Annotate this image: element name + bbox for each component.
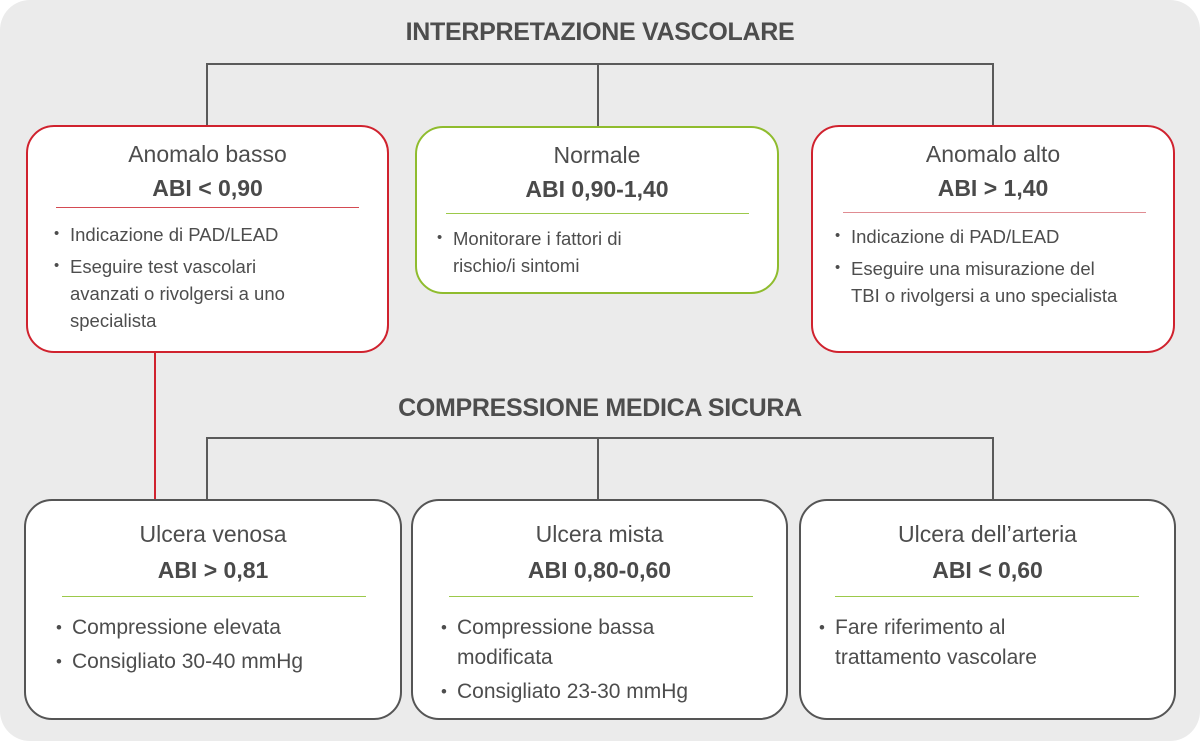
connector-to-low	[206, 63, 208, 125]
box-mixed-ulcer	[411, 499, 788, 720]
bullet-item: • Compressione elevata	[56, 613, 386, 643]
bullet-list	[56, 613, 386, 681]
abi-value: ABI 0,80-0,60	[527, 557, 672, 583]
box-title: Anomalo alto	[925, 141, 1061, 167]
connector-horizontal-bottom	[207, 437, 994, 439]
connector-to-venous	[206, 437, 208, 500]
bullet-list	[835, 223, 1155, 314]
abi-value: ABI > 1,40	[937, 175, 1049, 201]
abi-value: ABI < 0,60	[932, 557, 1043, 583]
box-title: Ulcera venosa	[139, 521, 287, 547]
box-divider	[835, 596, 1139, 597]
connector-to-mixed	[597, 437, 599, 500]
bullet-item: • Compressione bassa modificata	[441, 613, 697, 673]
abi-value: ABI 0,90-1,40	[525, 176, 669, 202]
bullet-item: • Monitorare i fattori di rischio/i sintomi	[437, 225, 677, 279]
box-title: Anomalo basso	[128, 141, 287, 167]
bullet-item: • Fare riferimento al trattamento vascolare	[819, 613, 1065, 673]
bullet-item: • Eseguire test vascolari avanzati o rivolgersi a uno specialista	[54, 253, 320, 334]
bullet-list	[441, 613, 761, 711]
bullet-item: • Indicazione di PAD/LEAD	[54, 221, 374, 248]
connector-to-high	[992, 63, 994, 125]
bullet-item: • Consigliato 30-40 mmHg	[56, 647, 386, 677]
abi-value: ABI < 0,90	[152, 175, 263, 201]
bullet-item: • Consigliato 23-30 mmHg	[441, 677, 761, 707]
connector-to-normal	[597, 63, 599, 126]
bullet-list	[54, 221, 374, 339]
box-title: Ulcera dell’arteria	[898, 521, 1077, 547]
connector-to-arterial	[992, 437, 994, 500]
abi-value: ABI > 0,81	[157, 557, 269, 583]
bullet-item: • Indicazione di PAD/LEAD	[835, 223, 1155, 250]
box-divider	[449, 596, 753, 597]
box-divider	[446, 213, 749, 214]
box-normal	[415, 126, 779, 294]
section-title-safe-compression: COMPRESSIONE MEDICA SICURA	[398, 394, 802, 422]
bullet-list	[437, 225, 677, 284]
bullet-item: • Eseguire una misurazione del TBI o rivolgersi a uno specialista	[835, 255, 1126, 309]
box-venous-ulcer	[24, 499, 402, 720]
box-divider	[56, 207, 359, 208]
connector-horizontal-top	[207, 63, 994, 65]
box-title: Ulcera mista	[535, 521, 664, 547]
section-title-vascular-interpretation: INTERPRETAZIONE VASCOLARE	[405, 18, 795, 46]
connector-low-to-venous	[154, 353, 156, 500]
box-abnormal-high	[811, 125, 1175, 353]
box-title: Normale	[553, 142, 641, 168]
box-divider	[62, 596, 366, 597]
bullet-list	[819, 613, 1079, 677]
box-arterial-ulcer	[799, 499, 1176, 720]
box-divider	[843, 212, 1146, 213]
box-abnormal-low	[26, 125, 389, 353]
